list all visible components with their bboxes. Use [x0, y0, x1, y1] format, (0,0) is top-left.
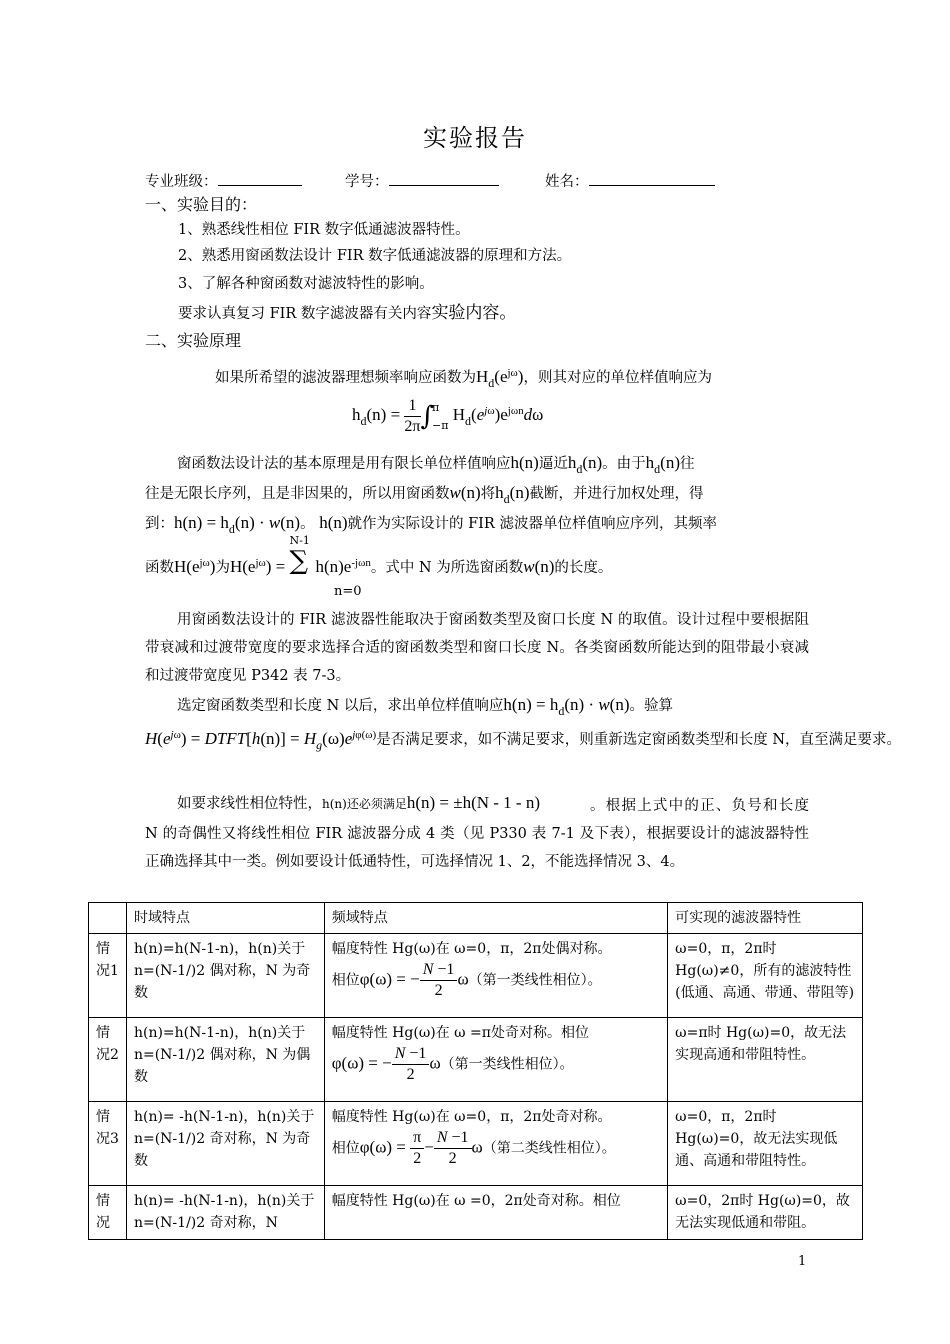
- name-blank[interactable]: [589, 171, 715, 186]
- header-cell: 时域特点: [126, 903, 324, 934]
- time-domain-cell: h(n)=h(N-1-n)，h(n)关于 n=(N-1/)2 偶对称，N 为偶数: [126, 1018, 324, 1102]
- filter-cell: ω=0，π，2π时 Hg(ω)=0，故无法实现低通、高通和带阻特性。: [668, 1102, 863, 1186]
- class-label: 专业班级：: [145, 174, 218, 190]
- principle-para-5: 。根据上式中的正、负号和长度 N 的奇偶性又将线性相位 FIR 滤波器分成 4 类（见 P330 表 7-1 及下表），根据要设计的滤波器特性正确选择其中一类。例如要设计低通特性，可选择情况 1、2，不能选择情况 3、4。: [145, 798, 809, 870]
- class-field: [145, 170, 302, 191]
- sum-lower-limit: n=0: [334, 584, 362, 599]
- freq-domain-cell: 幅度特性 Hg(ω)在 ω =π处奇对称。相位 φ(ω) = − $\frac{N -1}{2}$ ω（第一类线性相位）。: [324, 1018, 667, 1102]
- principle-para-4-line1: 选定窗函数类型和长度 N 以后，求出单位样值响应$h(n) = h_d(n) \cdot w(n)$。验算: [177, 695, 673, 718]
- table-row: [89, 934, 863, 1018]
- class-blank[interactable]: [218, 171, 302, 186]
- table-row: [89, 1018, 863, 1102]
- page-number: 1: [798, 1254, 807, 1269]
- time-domain-cell: h(n)=h(N-1-n)，h(n)关于 n=(N-1/)2 偶对称，N 为奇数: [126, 934, 324, 1018]
- header-cell: [89, 903, 127, 934]
- id-blank[interactable]: [389, 171, 499, 186]
- case-cell: 情况2: [89, 1018, 127, 1102]
- formula-hd: $h_d(n)$ = $\frac{1}{2\pi}$ ∫π −π $H_d(e^{j\omega})e^{j\omega n}d\omega$: [352, 397, 544, 435]
- page-title: 实验报告: [423, 124, 527, 152]
- principle-para-2-line3: 到：$h(n) = h_d(n) \cdot w(n)$。 h(n)就作为实际设计的 FIR 滤波器单位样值响应序列，其频率: [145, 513, 717, 536]
- objective-2: 2、熟悉用窗函数法设计 FIR 数字低通滤波器的原理和方法。: [178, 248, 572, 264]
- principle-para-2-line1: 窗函数法设计法的基本原理是用有限长单位样值响应h(n)逼近$h_d(n)$。由于$h_d(n)$往: [177, 453, 695, 476]
- fir-type-table: [88, 902, 863, 1240]
- principle-para-5-line1: 如要求线性相位特性，h(n)还必须满足h(n) = ±h(N - 1 - n): [177, 793, 540, 812]
- id-field: [345, 170, 499, 191]
- principle-para-4-line2: $H(e^{j\omega})$ = DTFT[h(n)] = $H_g(\omega)e^{j\varphi(\omega)}$是否满足要求，如不满足要求，则重新选定窗函数类型和长度 N，直至满足要求。: [145, 729, 902, 752]
- freq-domain-cell: 幅度特性 Hg(ω)在 ω=0，π，2π处奇对称。 相位φ(ω) = $\frac{\pi}{2}$ − $\frac{N -1}{2}$ ω（第二类线性相位）。: [324, 1102, 667, 1186]
- principle-para-2-line4: 函数$H(e^{j\omega})$为$H(e^{j\omega})$ = N-1 ∑ $h(n)e^{-j\omega n}$。式中 N 为所选窗函数w(n)的长度。: [145, 534, 613, 576]
- case-cell: 情况1: [89, 934, 127, 1018]
- objective-1: 1、熟悉线性相位 FIR 数字低通滤波器特性。: [178, 222, 470, 238]
- filter-cell: ω=0，2π时 Hg(ω)=0，故无法实现低通和带阻。: [668, 1186, 863, 1240]
- objective-3: 3、了解各种窗函数对滤波特性的影响。: [178, 276, 434, 292]
- filter-cell: ω=π时 Hg(ω)=0，故无法实现高通和带阻特性。: [668, 1018, 863, 1102]
- name-field: [545, 170, 715, 191]
- case-cell: 情况: [89, 1186, 127, 1240]
- table-row: [89, 1186, 863, 1240]
- header-cell: 可实现的滤波器特性: [668, 903, 863, 934]
- section-2-heading: 二、实验原理: [145, 331, 242, 350]
- name-label: 姓名：: [545, 174, 589, 190]
- filter-cell: ω=0，π，2π时 Hg(ω)≠0，所有的滤波特性(低通、高通、带通、带阻等): [668, 934, 863, 1018]
- freq-domain-cell: 幅度特性 Hg(ω)在 ω =0，2π处奇对称。相位: [324, 1186, 667, 1240]
- table-row: [89, 1102, 863, 1186]
- header-cell: 频域特点: [324, 903, 667, 934]
- principle-para-2-line2: 往是无限长序列，且是非因果的，所以用窗函数w(n)将$h_d(n)$截断，并进行加权处理，得: [145, 483, 704, 506]
- time-domain-cell: h(n)= -h(N-1-n)，h(n)关于 n=(N-1/)2 奇对称，N 为奇数: [126, 1102, 324, 1186]
- requirement-text: 要求认真复习 FIR 数字滤波器有关内容实验内容。: [178, 303, 517, 323]
- freq-domain-cell: 幅度特性 Hg(ω)在 ω=0，π，2π处偶对称。 相位φ(ω) = − $\frac{N -1}{2}$ ω（第一类线性相位）。: [324, 934, 667, 1018]
- table-header-row: [89, 903, 863, 934]
- section-1-heading: 一、实验目的：: [145, 195, 258, 214]
- case-cell: 情况3: [89, 1102, 127, 1186]
- principle-para-3: 用窗函数法设计的 FIR 滤波器性能取决于窗函数类型及窗口长度 N 的取值。设计过程中要根据阻带衰减和过渡带宽度的要求选择合适的窗函数类型和窗口长度 N。各类窗函数所能达到的阻带最小衰减和过渡带宽度见 P342 表 7-3。: [145, 612, 809, 684]
- principle-para-1: 如果所希望的滤波器理想频率响应函数为$H_d(e^{j\omega})$，则其对应的单位样值响应为: [215, 367, 712, 390]
- time-domain-cell: h(n)= -h(N-1-n)，h(n)关于 n=(N-1/)2 奇对称，N: [126, 1186, 324, 1240]
- id-label: 学号：: [345, 174, 389, 190]
